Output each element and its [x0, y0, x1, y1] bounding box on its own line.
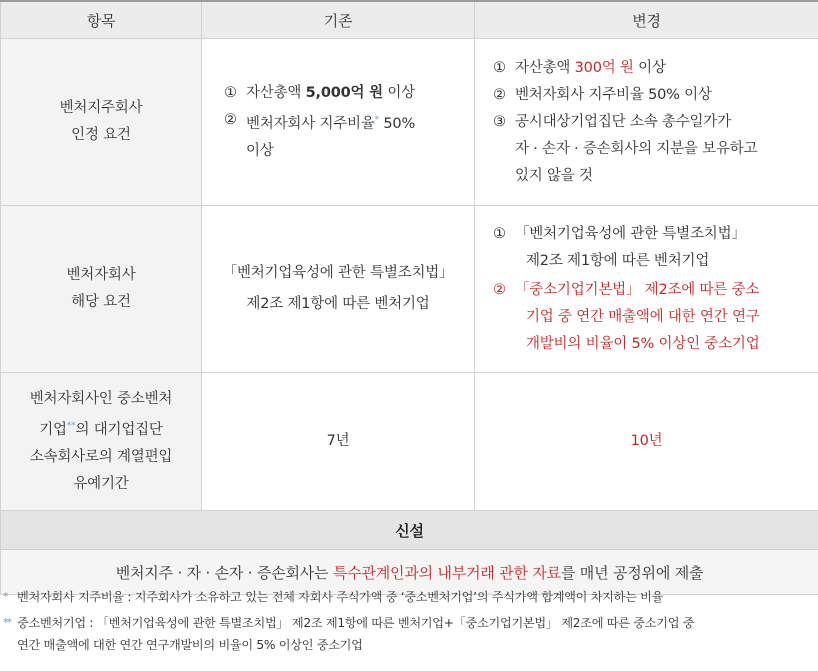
list-item: [493, 221, 804, 275]
item-number: ①: [493, 225, 506, 242]
item-text: 공시대상기업집단 소속 총수일가가: [515, 113, 731, 130]
item-highlight: 개발비의 비율이 5% 이상인 중소기업: [526, 335, 760, 352]
item-text: 이상: [246, 142, 274, 159]
footnote-marker: *: [3, 590, 9, 603]
body-text: 벤처지주 · 자 · 손자 · 증손회사는: [115, 563, 333, 582]
item-text: 이상: [633, 59, 666, 76]
label-line: [2, 413, 200, 444]
header-after: 변경: [475, 1, 818, 39]
footnote-line: 연간 매출액에 대한 연간 연구개발비의 비율이 5% 이상인 중소기업: [17, 638, 363, 652]
table-row: [1, 206, 818, 373]
footnote: [0, 586, 818, 608]
item-text: 자산총액: [246, 84, 306, 101]
item-text: 있지 않을 것: [515, 167, 593, 184]
item-number: ①: [493, 59, 506, 76]
item-text: 벤처자회사 지주비율: [246, 115, 375, 132]
footnote-line: 중소벤처기업 : 「벤처기업육성에 관한 특별조치법」 제2조 제1항에 따른 벤처기업+「중소기업기본법」 제2조에 따른 중소기업 중: [17, 616, 695, 630]
item-highlight: 300억 원: [574, 59, 634, 76]
item-number: ②: [493, 281, 506, 298]
list-item: [493, 55, 804, 82]
header-before: 기존: [202, 1, 475, 39]
item-emphasis: 5,000억 원: [305, 84, 383, 101]
item-text: 50%: [378, 115, 416, 132]
item-number: ①: [224, 84, 237, 101]
label-line: 벤처지주회사: [59, 100, 143, 116]
item-number: ③: [493, 113, 506, 130]
footnotes: [0, 586, 818, 656]
label-line: 벤처자회사: [66, 267, 136, 283]
footnote-marker: **: [66, 420, 76, 431]
cell-text: 제2조 제1항에 따른 벤처기업: [246, 296, 430, 312]
label-line: 벤처자회사인 중소벤처: [29, 390, 173, 407]
table-header-row: [1, 1, 818, 39]
body-text: 를 매년 공정위에 제출: [560, 563, 704, 582]
item-text: 이상: [382, 84, 415, 101]
header-item: 항목: [1, 1, 202, 39]
table-row: [1, 39, 818, 206]
footnote-text: 벤처자회사 지주비율 : 지주회사가 소유하고 있는 전체 자회사 주식가액 중 ‘중소벤처기업’의 주식가액 합계액이 차지하는 비율: [17, 590, 664, 604]
cell-text: 「벤처기업육성에 관한 특별조치법」: [222, 265, 454, 281]
item-number: ②: [493, 86, 506, 103]
before-cell: [202, 39, 475, 206]
label-line: 해당 요건: [71, 294, 131, 310]
item-text: 자산총액: [515, 59, 575, 76]
footnote-text: [17, 612, 818, 656]
list-item: [224, 107, 460, 165]
list-item: [224, 80, 460, 107]
after-cell: [475, 39, 818, 206]
row-label: [1, 39, 202, 206]
after-cell: 10년: [475, 373, 818, 511]
label-text: 기업: [39, 421, 67, 438]
label-line: 소속회사로의 계열편입: [29, 448, 173, 465]
footnote: [0, 612, 818, 656]
item-highlight: 기업 중 연간 매출액에 대한 연간 연구: [526, 308, 760, 325]
row-label: [1, 206, 202, 373]
row-label: [1, 373, 202, 511]
footnote-marker: **: [3, 616, 10, 629]
body-highlight: 특수관계인과의 내부거래 관한 자료: [332, 563, 561, 582]
before-cell: 7년: [202, 373, 475, 511]
after-cell: [475, 206, 818, 373]
item-number: ②: [224, 111, 237, 128]
table-row: [1, 373, 818, 511]
new-section-header-row: [1, 511, 818, 550]
item-text: 제2조 제1항에 따른 벤처기업: [526, 252, 710, 269]
list-item: [493, 82, 804, 109]
list-item: [493, 277, 804, 358]
before-cell: [202, 206, 475, 373]
item-text: 「벤처기업육성에 관한 특별조치법」: [515, 225, 746, 242]
list-item: [493, 109, 804, 190]
label-line: 인정 요건: [71, 127, 131, 143]
item-text: 벤처자회사 지주비율 50% 이상: [515, 86, 712, 103]
item-highlight: 「중소기업기본법」 제2조에 따른 중소: [515, 281, 760, 298]
label-text: 의 대기업집단: [75, 421, 163, 438]
new-section-title: 신설: [1, 511, 818, 550]
footnote-marker: *: [374, 114, 379, 125]
item-text: 자 · 손자 · 증손회사의 지분을 보유하고: [515, 140, 758, 157]
label-line: 유예기간: [73, 475, 129, 492]
